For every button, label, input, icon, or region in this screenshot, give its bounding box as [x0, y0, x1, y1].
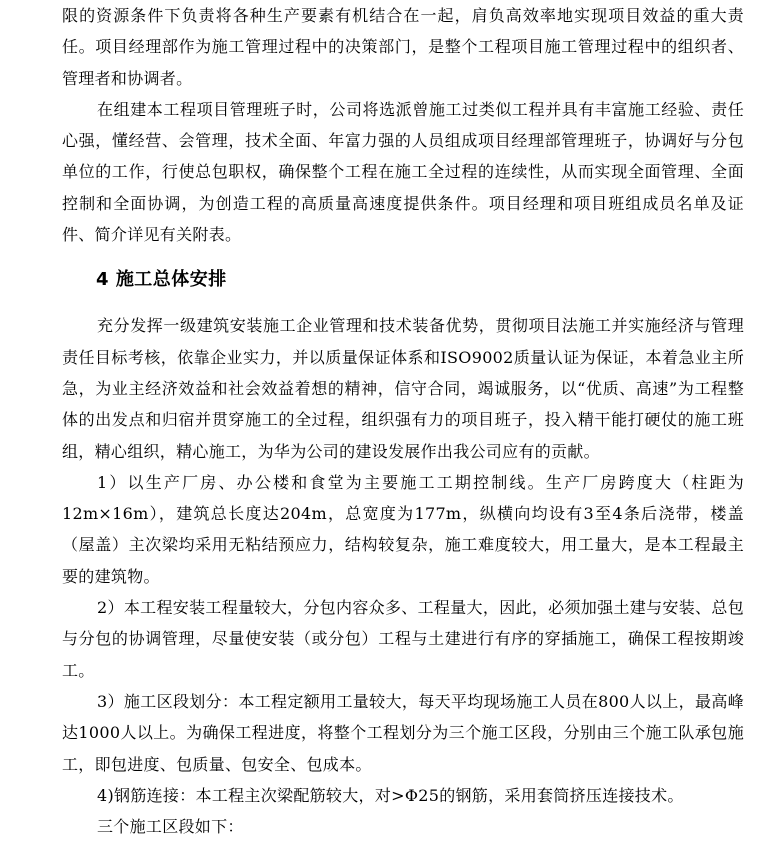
section-heading	[62, 260, 744, 300]
section-title: 施工总体安排	[115, 269, 227, 291]
paragraph-overview: 充分发挥一级建筑安装施工企业管理和技术装备优势，贯彻项目法施工并实施经济与管理责任目标考核，依靠企业实力，并以质量保证体系和ISO9002质量认证为保证，本着急业主所急，为业主经济效益和社会效益着想的精神，信守合同，竭诚服务，以“优质、高速”为工程整体的出发点和归宿并贯穿施工的全过程，组织强有力的项目班子，投入精干能打硬仗的施工班组，精心组织，精心施工，为华为公司的建设发展作出我公司应有的贡献。	[62, 316, 744, 461]
list-item-2: 2）本工程安装工程量较大，分包内容众多、工程量大，因此，必须加强土建与安装、总包与分包的协调管理，尽量使安装（或分包）工程与土建进行有序的穿插施工，确保工程按期竣工。	[62, 598, 744, 680]
paragraph-project-team: 在组建本工程项目管理班子时，公司将选派曾施工过类似工程并具有丰富施工经验、责任心强，懂经营、会管理，技术全面、年富力强的人员组成项目经理部管理班子，协调好与分包单位的工作，行使总包职权，确保整个工程在施工全过程的连续性，从而实现全面管理、全面控制和全面协调，为创造工程的高质量高速度提供条件。项目经理和项目班组成员名单及证件、简介详见有关附表。	[62, 99, 744, 245]
document-page	[62, 0, 744, 842]
list-item-5: 三个施工区段如下：	[97, 817, 244, 837]
list-item-1: 1）以生产厂房、办公楼和食堂为主要施工工期控制线。生产厂房跨度大（柱距为12m×16m），建筑总长度达204m，总宽度为177m，纵横向均设有3至4条后浇带，楼盖（屋盖）主次梁均采用无粘结预应力，结构较复杂，施工难度较大，用工量大，是本工程最主要的建筑物。	[62, 472, 744, 586]
list-item-4: 4)钢筋连接：本工程主次梁配筋较大，对>Φ25的钢筋，采用套筒挤压连接技术。	[97, 785, 684, 805]
paragraph-continuation: 限的资源条件下负责将各种生产要素有机结合在一起，肩负高效率地实现项目效益的重大责任。项目经理部作为施工管理过程中的决策部门，是整个工程项目施工管理过程中的组织者、管理者和协调者。	[62, 6, 744, 88]
section-number: 4	[96, 269, 110, 291]
list-item-3: 3）施工区段划分：本工程定额用工量较大，每天平均现场施工人员在800人以上，最高峰达1000人以上。为确保工程进度，将整个工程划分为三个施工区段，分别由三个施工队承包施工，即包进度、包质量、包安全、包成本。	[62, 691, 744, 774]
